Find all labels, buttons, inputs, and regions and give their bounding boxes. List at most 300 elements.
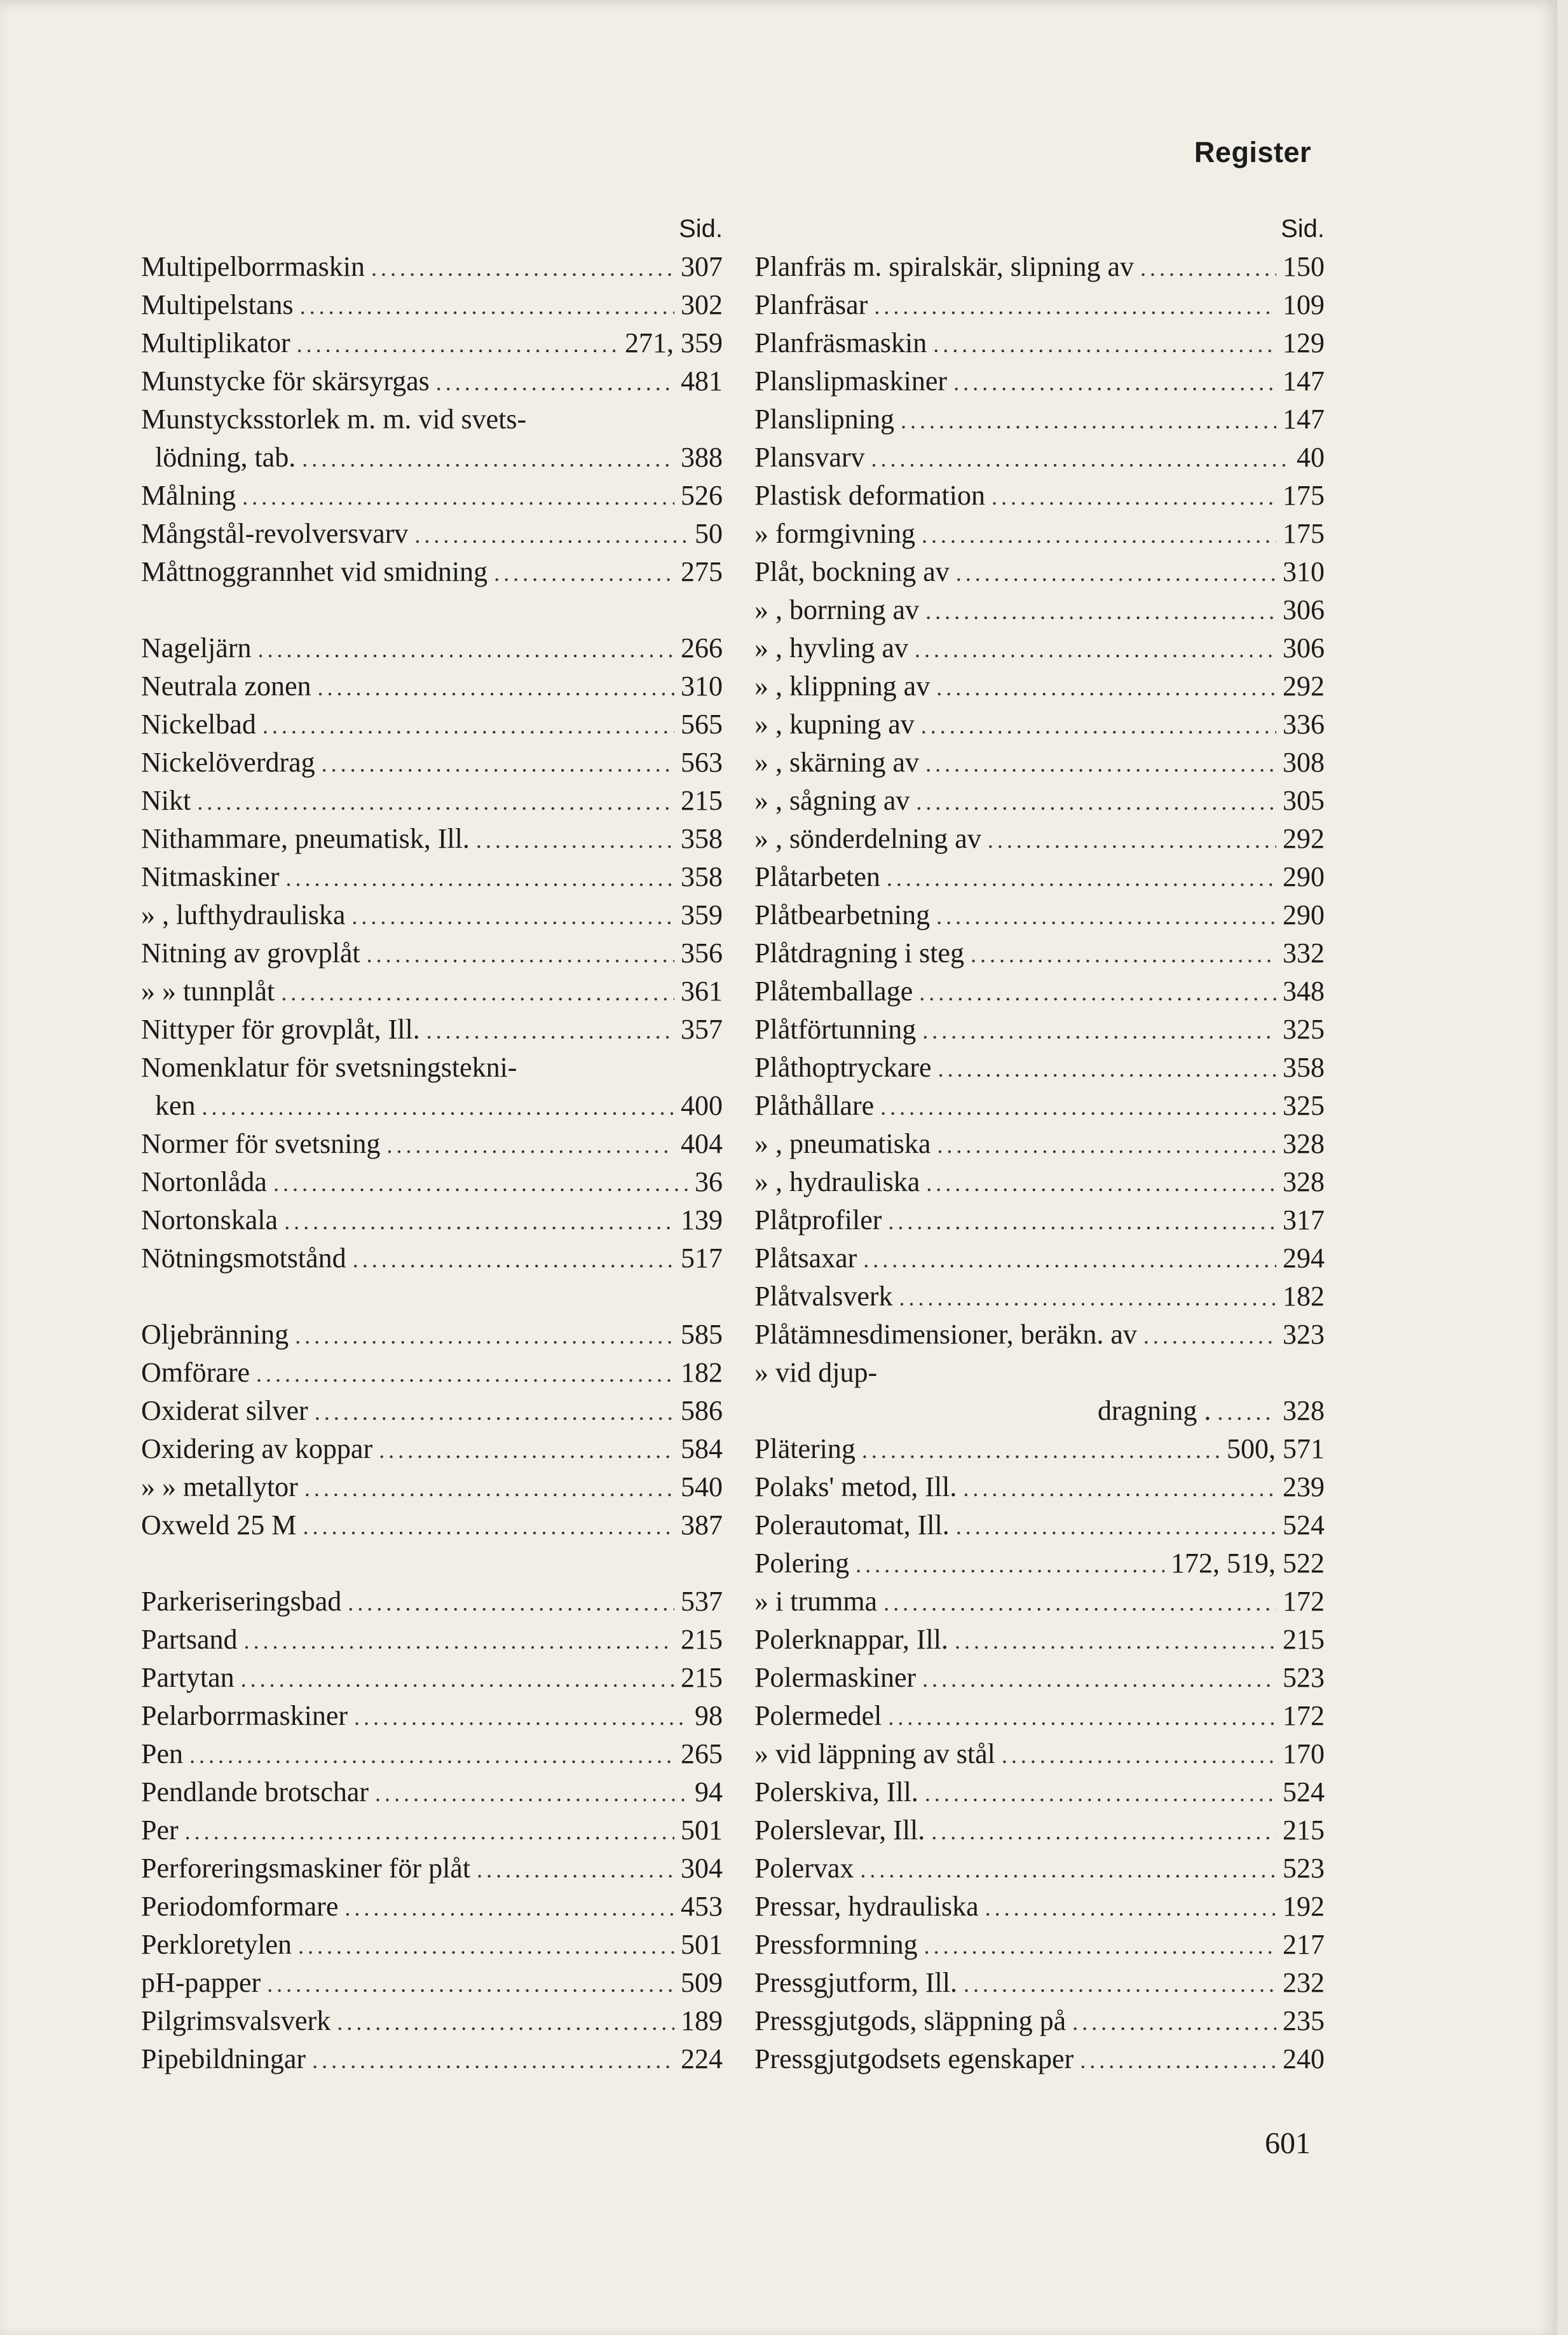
leader-dots [937, 1126, 1276, 1164]
leader-dots [915, 630, 1276, 669]
index-term: Oxidering av koppar [141, 1433, 373, 1464]
index-term: Nortonskala [141, 1204, 278, 1236]
leader-dots [922, 1660, 1276, 1698]
index-entries-right [754, 248, 1325, 2078]
leader-dots [414, 516, 688, 554]
index-term: » , lufthydrauliska [141, 899, 346, 930]
leader-dots [1080, 2041, 1276, 2080]
index-term: » formgivning [754, 518, 915, 549]
index-page-ref: 565 [681, 709, 723, 740]
leader-dots [860, 1851, 1276, 1889]
index-page-ref: 305 [1283, 785, 1325, 816]
index-page-ref: 265 [681, 1738, 723, 1769]
leader-dots [197, 783, 674, 821]
leader-dots [257, 630, 674, 669]
index-page-ref: 453 [681, 1891, 723, 1922]
index-page-ref: 359 [681, 899, 723, 930]
index-term: Nortonlåda [141, 1166, 267, 1197]
leader-dots [375, 1774, 688, 1813]
index-entry [141, 1583, 723, 1621]
leader-dots [300, 287, 674, 325]
index-entry [754, 439, 1325, 477]
index-term: » , skärning av [754, 747, 920, 778]
index-entry [141, 553, 723, 591]
index-term: » vid läppning av stål [754, 1738, 995, 1769]
index-entry [754, 1201, 1325, 1239]
leader-dots [315, 1393, 674, 1431]
index-term: Perforeringsmaskiner för plåt [141, 1853, 471, 1884]
index-page-ref: 357 [681, 1014, 723, 1045]
leader-dots [426, 1012, 674, 1050]
leader-dots [936, 897, 1276, 936]
index-page-ref: 358 [681, 861, 723, 892]
index-entry [754, 553, 1325, 591]
index-column-left [141, 210, 723, 2078]
leader-dots [933, 325, 1276, 364]
index-term: Nageljärn [141, 632, 252, 664]
leader-dots [348, 1584, 674, 1622]
index-entry [141, 1163, 723, 1201]
index-page-ref: 388 [681, 442, 723, 473]
leader-dots [242, 478, 674, 516]
index-entry [754, 400, 1325, 439]
index-entry [141, 477, 723, 515]
index-page-ref: 175 [1283, 518, 1325, 549]
index-page-ref: 501 [681, 1929, 723, 1960]
index-term: Partytan [141, 1662, 235, 1693]
index-page-ref: 109 [1283, 289, 1325, 320]
leader-dots [284, 1202, 674, 1241]
index-term: Polerskiva, Ill. [754, 1776, 918, 1807]
index-page-ref: 358 [681, 823, 723, 854]
index-term: Multipelborrmaskin [141, 251, 365, 282]
leader-dots [367, 936, 674, 974]
leader-dots [922, 516, 1276, 554]
index-term: Oljebränning [141, 1319, 289, 1350]
index-entry [754, 515, 1325, 553]
index-entry [141, 1316, 723, 1354]
leader-dots [256, 1355, 674, 1393]
index-column-right [754, 210, 1325, 2078]
index-page-ref: 325 [1283, 1014, 1325, 1045]
index-term: » , borrning av [754, 594, 920, 625]
index-entry [141, 1430, 723, 1468]
index-entry [754, 1506, 1325, 1544]
index-entry [141, 286, 723, 324]
index-entry [754, 1277, 1325, 1316]
index-page-ref: 215 [1283, 1814, 1325, 1846]
index-page-ref: 524 [1283, 1509, 1325, 1541]
index-term: Multipelstans [141, 289, 294, 320]
index-term: Mångstål-revolversvarv [141, 518, 409, 549]
index-page-ref: 172 [1283, 1700, 1325, 1731]
index-term: Nickelbad [141, 709, 256, 740]
index-entry [754, 1888, 1325, 1926]
leader-dots [337, 2003, 674, 2041]
index-page-ref: 292 [1283, 671, 1325, 702]
leader-dots [241, 1660, 674, 1698]
index-term: Perkloretylen [141, 1929, 292, 1960]
index-page-ref: 509 [681, 1967, 723, 1998]
index-entry [754, 248, 1325, 286]
leader-dots [925, 1774, 1276, 1813]
index-entry [141, 1392, 723, 1430]
index-page-ref: 563 [681, 747, 723, 778]
leader-dots [888, 1202, 1276, 1241]
leader-dots [936, 669, 1276, 707]
leader-dots [924, 1927, 1276, 1965]
index-entry [754, 1849, 1325, 1888]
index-page-ref: 523 [1283, 1853, 1325, 1884]
index-term: Plåtdragning i steg [754, 937, 964, 969]
index-entry [754, 1468, 1325, 1506]
leader-dots [863, 1241, 1276, 1279]
index-entry [141, 1926, 723, 1964]
leader-dots [963, 1469, 1276, 1508]
index-term: pH-papper [141, 1967, 261, 1998]
index-entry [141, 2002, 723, 2040]
index-page-ref: 215 [1283, 1624, 1325, 1655]
index-entry [754, 820, 1325, 858]
index-term: Munstycke för skärsyrgas [141, 365, 430, 397]
index-term: Nitmaskiner [141, 861, 280, 892]
index-page-ref: 336 [1283, 709, 1325, 740]
index-entry [754, 286, 1325, 324]
index-page-ref: 584 [681, 1433, 723, 1464]
index-entry [141, 2040, 723, 2078]
index-page-ref: 215 [681, 785, 723, 816]
index-page-ref: 306 [1283, 632, 1325, 664]
index-page-ref: 215 [681, 1624, 723, 1655]
index-entry [754, 1239, 1325, 1277]
index-term: Plastisk deformation [754, 480, 985, 511]
index-page-ref: 481 [681, 365, 723, 397]
index-term: Nikt [141, 785, 191, 816]
leader-dots [386, 1126, 674, 1164]
index-entry [141, 1773, 723, 1811]
index-term: Pressgjutgods, släppning på [754, 2005, 1067, 2036]
index-page-ref: 182 [1283, 1281, 1325, 1312]
index-entry [141, 1506, 723, 1544]
index-entry [754, 1392, 1325, 1430]
index-page-ref: 308 [1283, 747, 1325, 778]
leader-dots [921, 707, 1276, 745]
leader-dots [874, 287, 1276, 325]
index-entry [754, 1316, 1325, 1354]
index-term: Plansvarv [754, 442, 865, 473]
index-term: Oxiderat silver [141, 1395, 308, 1426]
index-term: Oxweld 25 M [141, 1509, 297, 1541]
index-term: Planslipning [754, 404, 895, 435]
index-page-ref: 328 [1283, 1395, 1325, 1426]
index-page-ref: 524 [1283, 1776, 1325, 1807]
leader-dots [856, 1546, 1164, 1584]
leader-dots [880, 1088, 1276, 1126]
index-entry [141, 1201, 723, 1239]
index-entry [754, 858, 1325, 896]
index-term: Plåtarbeten [754, 861, 880, 892]
index-term: Nomenklatur för svetsningstekni- [141, 1052, 517, 1083]
leader-dots [302, 440, 674, 478]
leader-dots [956, 1508, 1276, 1546]
index-page-ref: 232 [1283, 1967, 1325, 1998]
index-page-ref: 172 [1283, 1586, 1325, 1617]
index-page-ref: 325 [1283, 1090, 1325, 1121]
index-entry [754, 1354, 1325, 1392]
index-page-ref: 292 [1283, 823, 1325, 854]
index-term: » , sågning av [754, 785, 910, 816]
leader-dots [312, 2041, 674, 2080]
index-entry [754, 324, 1325, 362]
leader-dots [956, 554, 1276, 592]
leader-dots [379, 1431, 674, 1469]
index-page-ref: 215 [681, 1662, 723, 1693]
index-entry [141, 629, 723, 667]
index-term: » , klippning av [754, 671, 931, 702]
index-term: Polering [754, 1548, 850, 1579]
index-term: Plätering [754, 1433, 856, 1464]
index-term: Polerknappar, Ill. [754, 1624, 948, 1655]
index-term: Polervax [754, 1853, 854, 1884]
index-term: Polermaskiner [754, 1662, 917, 1693]
index-term: Pipebildningar [141, 2043, 306, 2074]
index-entry [141, 362, 723, 400]
index-page-ref: 310 [681, 671, 723, 702]
index-entry [141, 1888, 723, 1926]
leader-dots [971, 936, 1276, 974]
index-page-ref: 586 [681, 1395, 723, 1426]
index-term: Neutrala zonen [141, 671, 311, 702]
index-entry [754, 1125, 1325, 1163]
index-term: Periodomformare [141, 1891, 339, 1922]
index-page-ref: 217 [1283, 1929, 1325, 1960]
index-page-ref: 358 [1283, 1052, 1325, 1083]
index-page-ref: 147 [1283, 365, 1325, 397]
index-page-ref: 294 [1283, 1242, 1325, 1274]
index-page-ref: 501 [681, 1814, 723, 1846]
leader-dots [304, 1469, 674, 1508]
index-entry [141, 1468, 723, 1506]
leader-dots [931, 1813, 1276, 1851]
leader-dots [1002, 1736, 1276, 1774]
index-page-ref: 361 [681, 976, 723, 1007]
index-page-ref: 189 [681, 2005, 723, 2036]
leader-dots [322, 745, 674, 783]
index-term: Pressar, hydrauliska [754, 1891, 979, 1922]
index-page-ref: 323 [1283, 1319, 1325, 1350]
index-term: Plåtemballage [754, 976, 913, 1007]
leader-dots [887, 859, 1276, 897]
leader-dots [244, 1622, 674, 1660]
index-term: » , sönderdelning av [754, 823, 981, 854]
index-term: Polerautomat, Ill. [754, 1509, 950, 1541]
index-page-ref: 40 [1297, 442, 1325, 473]
index-page-ref: 328 [1283, 1128, 1325, 1159]
index-entry [141, 934, 723, 972]
leader-dots [916, 783, 1276, 821]
leader-dots [436, 364, 674, 402]
index-term: Planfräsmaskin [754, 327, 927, 358]
page-column-heading: Sid. [1281, 215, 1325, 243]
page-column-heading: Sid. [679, 215, 723, 243]
index-entry [754, 744, 1325, 782]
index-entry [754, 972, 1325, 1011]
index-entry [754, 1544, 1325, 1583]
index-term: Plåtförtunning [754, 1014, 917, 1045]
leader-dots [354, 1698, 688, 1736]
index-entry [754, 591, 1325, 629]
index-entry [141, 515, 723, 553]
index-term: ken [155, 1090, 196, 1121]
index-entry [754, 1011, 1325, 1049]
leader-dots [926, 1164, 1276, 1202]
index-page-ref: 523 [1283, 1662, 1325, 1693]
index-entry [754, 782, 1325, 820]
index-term: Pressgjutgodsets egenskaper [754, 2043, 1074, 2074]
index-term: Munstycksstorlek m. m. vid svets- [141, 404, 527, 435]
index-entry [141, 782, 723, 820]
leader-dots [925, 592, 1276, 630]
index-term: Plåtvalsverk [754, 1281, 893, 1312]
index-term: lödning, tab. [155, 442, 296, 473]
index-entry [754, 1163, 1325, 1201]
index-term: dragning . [1098, 1395, 1211, 1426]
index-term: » , hydrauliska [754, 1166, 920, 1197]
index-page-ref: 147 [1283, 404, 1325, 435]
index-entry [141, 1659, 723, 1697]
index-entry [141, 1125, 723, 1163]
index-page-ref: 224 [681, 2043, 723, 2074]
leader-dots [273, 1164, 688, 1202]
index-term: » » metallytor [141, 1471, 298, 1502]
index-term: » , kupning av [754, 709, 915, 740]
index-page-ref: 317 [1283, 1204, 1325, 1236]
index-term: Per [141, 1814, 179, 1846]
leader-dots [922, 1012, 1276, 1050]
leader-dots [286, 859, 674, 897]
index-page-ref: 387 [681, 1509, 723, 1541]
leader-dots [919, 974, 1276, 1012]
index-entry [141, 1049, 723, 1087]
leader-dots [353, 1241, 674, 1279]
index-page-ref: 94 [695, 1776, 723, 1807]
leader-dots [964, 1965, 1276, 2003]
index-entry [141, 1087, 723, 1125]
index-page-ref: 540 [681, 1471, 723, 1502]
index-page-ref: 239 [1283, 1471, 1325, 1502]
index-page-ref: 271, 359 [625, 327, 723, 358]
index-entry [754, 1735, 1325, 1773]
leader-dots [189, 1736, 674, 1774]
index-page-ref: 290 [1283, 861, 1325, 892]
leader-dots [185, 1813, 674, 1851]
index-term: Pelarborrmaskiner [141, 1700, 348, 1731]
index-page-ref: 36 [695, 1166, 723, 1197]
index-term: Polaks' metod, Ill. [754, 1471, 957, 1502]
leader-dots [1143, 1317, 1276, 1355]
leader-dots [888, 1698, 1276, 1736]
index-entry [141, 1239, 723, 1277]
index-term: Nitning av grovplåt [141, 937, 360, 969]
index-term: Planfräsar [754, 289, 868, 320]
index-term: Pressgjutform, Ill. [754, 1967, 957, 1998]
index-entry [754, 1430, 1325, 1468]
index-term: Omförare [141, 1357, 250, 1388]
leader-dots [901, 402, 1276, 440]
index-page-ref: 50 [695, 518, 723, 549]
index-entry [754, 477, 1325, 515]
index-page-ref: 328 [1283, 1166, 1325, 1197]
index-term: Plåtprofiler [754, 1204, 882, 1236]
leader-dots [494, 554, 674, 592]
index-entry [141, 1011, 723, 1049]
index-page-ref: 332 [1283, 937, 1325, 969]
leader-dots [295, 1317, 674, 1355]
index-entry [754, 629, 1325, 667]
index-entry [754, 362, 1325, 400]
index-entry [754, 2002, 1325, 2040]
leader-dots [985, 1889, 1276, 1927]
index-term: Plåtämnesdimensioner, beräkn. av [754, 1319, 1137, 1350]
index-entry [141, 1964, 723, 2002]
index-page-ref: 404 [681, 1128, 723, 1159]
index-entry [754, 1621, 1325, 1659]
running-title: Register [1194, 136, 1311, 168]
index-page-ref: 537 [681, 1586, 723, 1617]
index-page-ref: 98 [695, 1700, 723, 1731]
leader-dots [298, 1927, 674, 1965]
index-term: Måttnoggrannhet vid smidning [141, 556, 488, 587]
index-entry [141, 1849, 723, 1888]
index-page-ref: 307 [681, 251, 723, 282]
index-entry [141, 1621, 723, 1659]
leader-dots [202, 1088, 674, 1126]
index-term: Parkeriseringsbad [141, 1586, 342, 1617]
index-entry [754, 705, 1325, 744]
index-entry [754, 1773, 1325, 1811]
index-page-ref: 348 [1283, 976, 1325, 1007]
index-page-ref: 175 [1283, 480, 1325, 511]
index-page-ref: 172, 519, 522 [1171, 1548, 1325, 1579]
index-entry [754, 934, 1325, 972]
index-term: Nötningsmotstånd [141, 1242, 346, 1274]
leader-dots [297, 325, 618, 364]
page-number: 601 [1265, 2127, 1311, 2160]
index-term: Plåthoptryckare [754, 1052, 932, 1083]
index-term: Plåtbearbetning [754, 899, 931, 930]
index-term: Pilgrimsvalsverk [141, 2005, 331, 2036]
index-term: Nittyper för grovplåt, Ill. [141, 1014, 420, 1045]
leader-dots [303, 1508, 674, 1546]
index-term: Planslipmaskiner [754, 365, 948, 397]
index-term: Plåtsaxar [754, 1242, 857, 1274]
index-page-ref: 356 [681, 937, 723, 969]
leader-dots [955, 1622, 1276, 1660]
index-page-ref: 517 [681, 1242, 723, 1274]
index-term: Polerslevar, Ill. [754, 1814, 925, 1846]
index-entry [141, 439, 723, 477]
index-entry [141, 400, 723, 439]
index-entry [141, 820, 723, 858]
index-page-ref: 400 [681, 1090, 723, 1121]
index-entry [141, 858, 723, 896]
index-entry [754, 1659, 1325, 1697]
leader-dots [925, 745, 1276, 783]
index-page-ref: 182 [681, 1357, 723, 1388]
index-entry [754, 1583, 1325, 1621]
index-entry [754, 1087, 1325, 1125]
leader-dots [281, 974, 674, 1012]
